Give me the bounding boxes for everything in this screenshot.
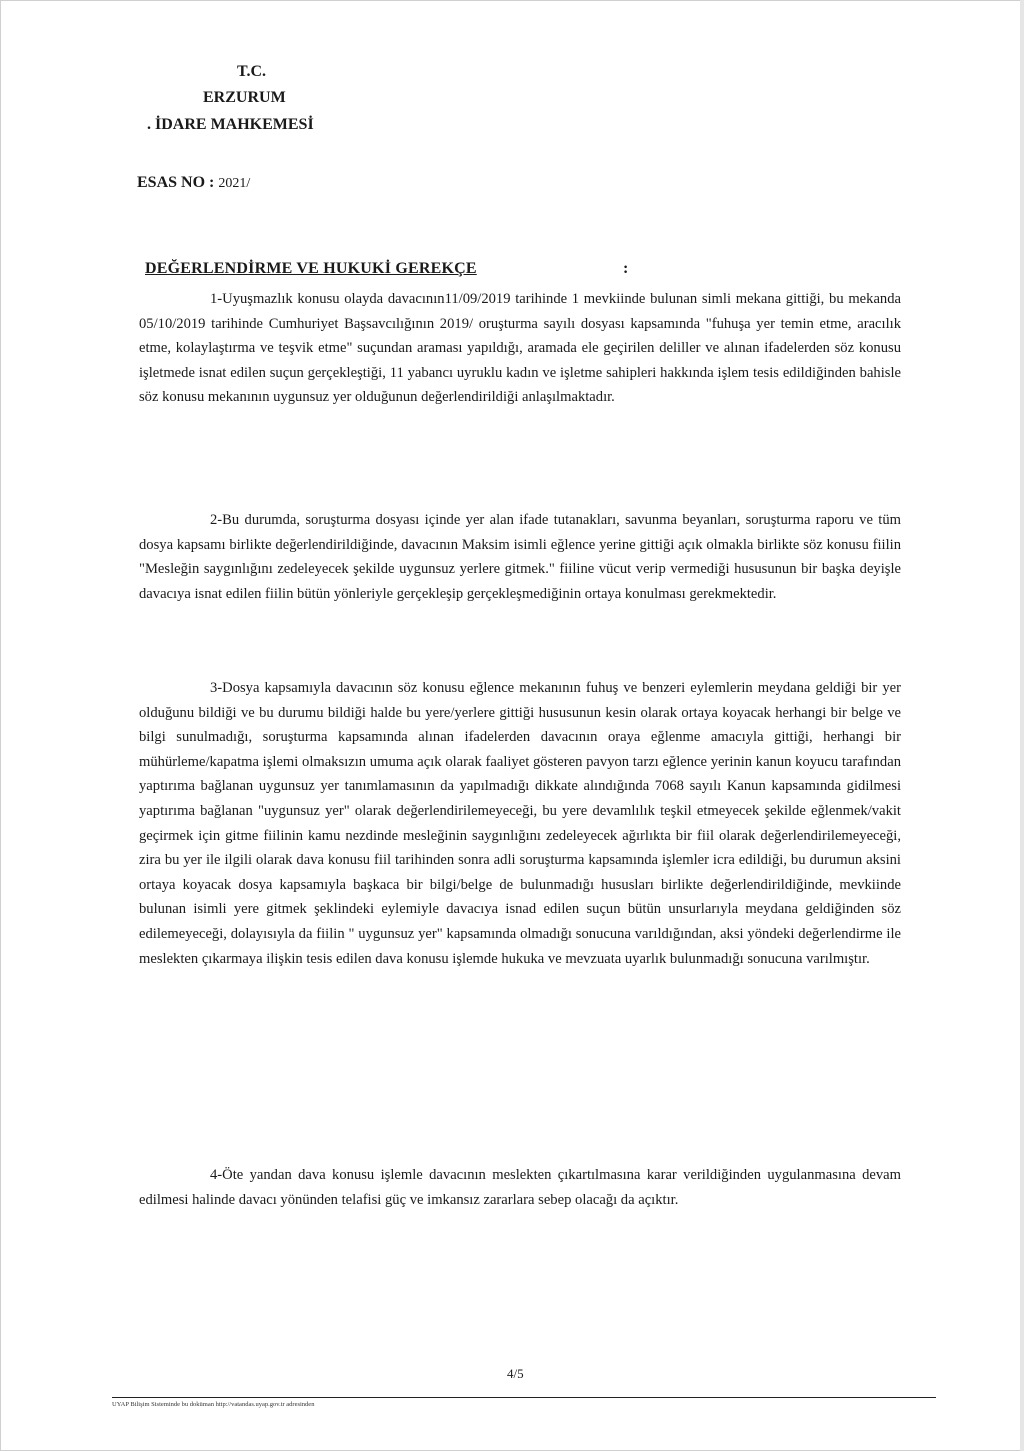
esas-no-label: ESAS NO : <box>137 174 215 191</box>
footer-rule <box>112 1397 936 1398</box>
paragraph-4 <box>139 1163 901 1212</box>
section-title <box>145 260 629 278</box>
header-tc: T.C. <box>237 63 267 80</box>
page-edge-shadow <box>1020 0 1024 1451</box>
paragraph-1 <box>139 287 901 410</box>
esas-no <box>137 174 250 192</box>
paragraph-2 <box>139 508 901 606</box>
paragraph-4-text: 4-Öte yandan dava konusu işlemle davacının meslekten çıkartılmasına karar verildiğinden uygulanmasına devam edilmesi halinde davacı yönünden telafisi güç ve imkansız zararlara sebep olacağı da açıktır. <box>139 1167 901 1208</box>
footer-note: UYAP Bilişim Sisteminde bu doküman http://vatandas.uyap.gov.tr adresinden <box>112 1401 315 1408</box>
paragraph-3 <box>139 676 901 971</box>
paragraph-3-text: 3-Dosya kapsamıyla davacının söz konusu eğlence mekanının fuhuş ve benzeri eylemlerin meydana geldiği bir yer olduğunu bildiği ve bu durumu bildiği halde bu yere/yerlere gittiği hususunun kesin olarak ortaya koyacak herhangi bir belge ve bilgi sunulmadığı, soruşturma kapsamında alınan ifadelerden davacının oraya eğlenme amacıyla gittiği, herhangi bir mühürleme/kapatma işlemi olmaksızın umuma açık olarak faaliyet gösteren pavyon tarzı eğlence yerinin kanun koyucu tarafından yaptırıma bağlanan uygunsuz yer tanımlamasının da yapılmadığı dikkate alındığında 7068 sayılı Kanun kapsamında gidilmesi yaptırıma bağlanan "uygunsuz yer" olarak değerlendirilemeyeceği, bu yere devamlılık teşkil etmeyecek şekilde eğlenmek/vakit geçirmek için gitme fiilinin kamu nezdinde mesleğinin saygınlığını zedeleyecek ağırlıkta bir fiil olarak değerlendirilemeyeceği, zira bu yer ile ilgili olarak dava konusu fiil tarihinden sonra adli soruşturma kapsamında işlemler icra edildiği, bu durumun aksini ortaya koyacak dosya kapsamıyla başkaca bir bilgi/belge de bulunmadığı hususları birlikte değerlendirildiğinde, mevkiinde bulunan isimli yere gitmek şeklindeki eylemiyle davacıya isnad edilen suçun bütün unsurlarıyla meydana geldiğinden söz edilemeyeceği, dolayısıyla da fiilin " uygunsuz yer" kapsamında olmadığı sonucuna varıldığından, aksi yöndeki değerlendirme ile meslekten çıkarmaya ilişkin tesis edilen dava konusu işlemde hukuka ve mevzuata uyarlık bulunmadığı sonucuna varılmıştır. <box>139 680 901 967</box>
paragraph-1-text: 1-Uyuşmazlık konusu olayda davacının11/09/2019 tarihinde 1 mevkiinde bulunan simli mekana gittiği, bu mekanda 05/10/2019 tarihinde Cumhuriyet Başsavcılığının 2019/ oruşturma sayılı dosyası kapsamında "fuhuşa yer temin etme, aracılık etme, kolaylaştırma ve teşvik etme" suçundan araması yapıldığı, aramada ele geçirilen deliller ve alınan ifadelerden söz konusu işletmede isnat edilen suçun gerçekleştiği, 11 yabancı uyruklu kadın ve işletme sahipleri hakkında işlem tesis edildiğinden bahisle söz konusu mekanının uygunsuz yer olduğunun değerlendirildiği anlaşılmaktadır. <box>139 291 901 406</box>
paragraph-2-text: 2-Bu durumda, soruşturma dosyası içinde yer alan ifade tutanakları, savunma beyanları, soruşturma raporu ve tüm dosya kapsamı birlikte değerlendirildiğinde, davacının Maksim isimli eğlence yerine gittiği açık olmakla birlikte söz konusu fiilin "Mesleğin saygınlığını zedeleyecek şekilde uygunsuz yerlere gitmek." fiiline vücut verip vermediği hususunun bir başka deyişle davacıya isnat edilen fiilin bütün yönleriyle gerçekleşip gerçekleşmediğinin ortaya konulması gerekmektedir. <box>139 512 901 602</box>
section-title-colon: : <box>623 260 629 277</box>
header-city: ERZURUM <box>203 89 286 106</box>
header-court: . İDARE MAHKEMESİ <box>147 116 314 133</box>
section-title-text: DEĞERLENDİRME VE HUKUKİ GEREKÇE <box>145 260 477 277</box>
esas-no-value: 2021/ <box>218 176 251 191</box>
page-number: 4/5 <box>507 1366 524 1381</box>
